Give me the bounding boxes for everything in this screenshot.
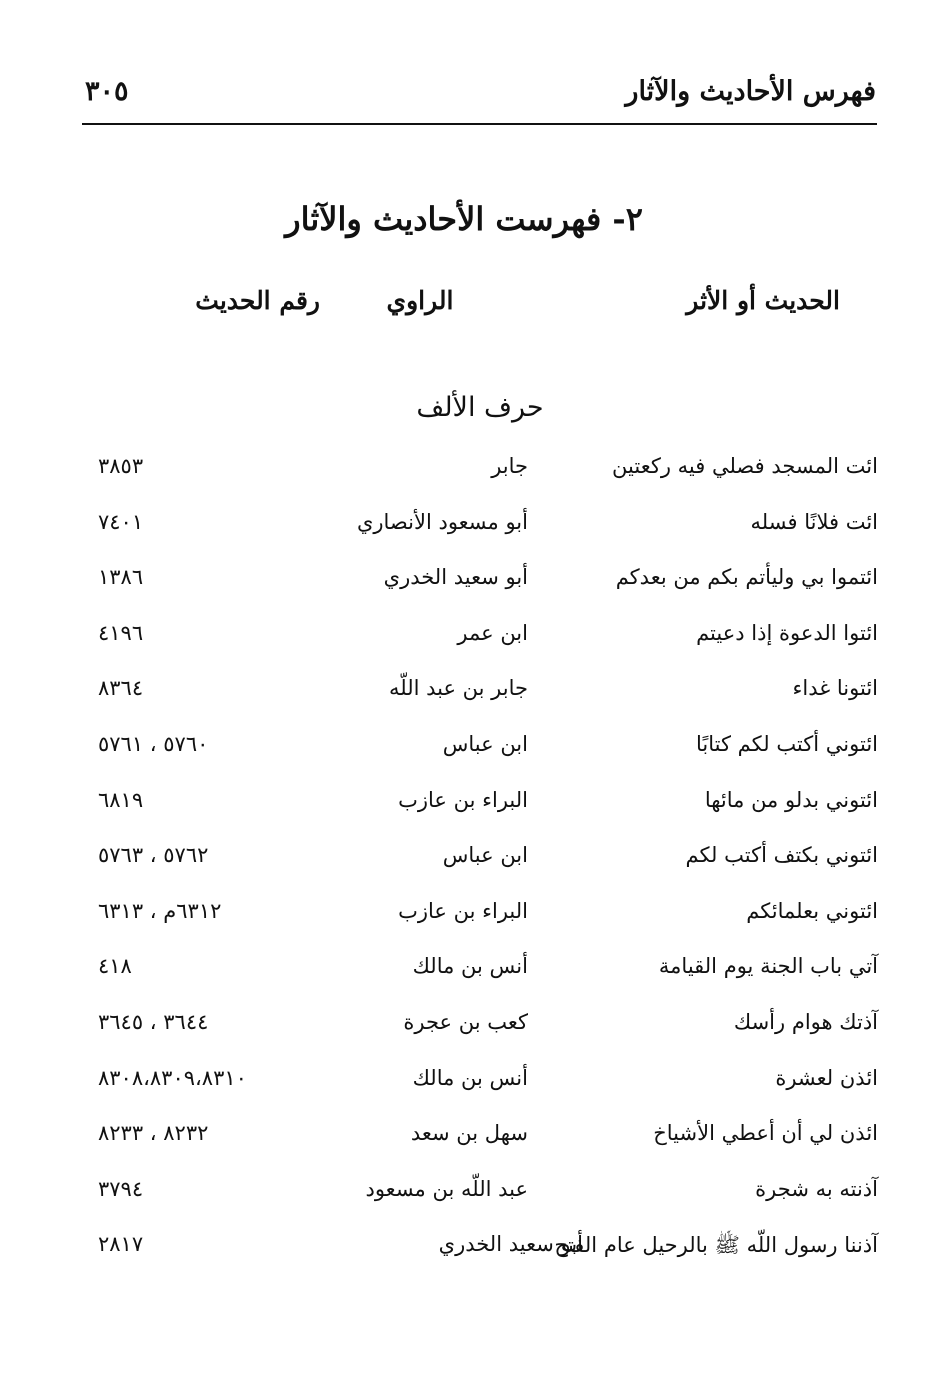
hadith-number: ٥٧٦٠ ، ٥٧٦١	[98, 731, 209, 756]
hadith-number: ٨٣٦٤	[98, 676, 144, 701]
hadith-number: ٥٧٦٢ ، ٥٧٦٣	[98, 843, 209, 868]
narrator-name: كعب بن عجرة	[403, 1009, 528, 1034]
hadith-text: آذنته به شجرة	[755, 1176, 878, 1201]
narrator-name: البراء بن عازب	[398, 898, 528, 923]
hadith-text: آذتك هوام رأسك	[733, 1009, 878, 1034]
index-row	[0, 611, 928, 667]
index-row	[0, 555, 928, 611]
narrator-name: سهل بن سعد	[410, 1121, 528, 1146]
index-row	[0, 1056, 928, 1112]
index-row	[0, 666, 928, 722]
hadith-number: ٤١٩٦	[98, 620, 144, 645]
hadith-text: ائتونا غداء	[792, 676, 878, 701]
column-header-number: رقم الحديث	[195, 286, 320, 315]
hadith-text: ائتوني أكتب لكم كتابًا	[696, 731, 878, 756]
hadith-text: ائت فلانًا فسله	[750, 509, 878, 534]
running-title: فهرس الأحاديث والآثار	[625, 76, 876, 107]
narrator-name: ابن عباس	[442, 731, 528, 756]
index-row	[0, 833, 928, 889]
hadith-number: ٧٤٠١	[98, 509, 144, 534]
narrator-name: أبو مسعود الأنصاري	[356, 509, 528, 534]
index-row	[0, 1222, 928, 1278]
index-row	[0, 444, 928, 500]
hadith-text: ائتموا بي وليأتم بكم من بعدكم	[615, 565, 878, 590]
hadith-text: ائت المسجد فصلي فيه ركعتين	[612, 454, 878, 478]
narrator-name: أنس بن مالك	[412, 1065, 528, 1090]
header-divider	[82, 123, 877, 125]
hadith-text: ائذن لي أن أعطي الأشياخ	[653, 1121, 878, 1146]
index-row	[0, 500, 928, 556]
hadith-text: ائتوني بكتف أكتب لكم	[685, 843, 878, 868]
index-row	[0, 778, 928, 834]
hadith-number: ٤١٨	[98, 954, 132, 979]
hadith-text: ائتوا الدعوة إذا دعيتم	[696, 620, 878, 645]
section-title: ٢- فهرست الأحاديث والآثار	[285, 200, 643, 238]
index-row	[0, 1000, 928, 1056]
narrator-name: جابر بن عبد اللّه	[388, 676, 528, 701]
hadith-text: آتي باب الجنة يوم القيامة	[658, 954, 878, 979]
hadith-number: ٣٧٩٤	[98, 1176, 144, 1201]
hadith-number: ٦٣١٢م ، ٦٣١٣	[98, 898, 222, 923]
hadith-text: ائتوني بعلمائكم	[746, 898, 878, 923]
index-row	[0, 944, 928, 1000]
index-row	[0, 722, 928, 778]
hadith-number: ٣٦٤٤ ، ٣٦٤٥	[98, 1009, 209, 1034]
narrator-name: ابن عمر	[457, 620, 528, 645]
page-number: ٣٠٥	[85, 76, 129, 107]
index-entries	[0, 444, 928, 1278]
narrator-name: أبو سعيد الخدري	[383, 565, 528, 590]
column-header-narrator: الراوي	[386, 286, 454, 315]
hadith-number: ٨٣٠٨،٨٣٠٩،٨٣١٠	[98, 1065, 247, 1090]
letter-heading: حرف الألف	[416, 392, 544, 423]
hadith-text: ائتوني بدلو من مائها	[704, 787, 878, 812]
index-row	[0, 889, 928, 945]
hadith-number: ٨٢٣٢ ، ٨٢٣٣	[98, 1121, 209, 1146]
hadith-number: ٣٨٥٣	[98, 454, 144, 478]
index-row	[0, 1167, 928, 1223]
narrator-name: ابن عباس	[442, 843, 528, 868]
column-header-hadith: الحديث أو الأثر	[686, 286, 840, 315]
hadith-number: ٢٨١٧	[98, 1232, 144, 1257]
hadith-number: ١٣٨٦	[98, 565, 144, 590]
narrator-name: جابر	[491, 454, 528, 478]
narrator-name: عبد اللّه بن مسعود	[365, 1176, 528, 1201]
narrator-name: البراء بن عازب	[398, 787, 528, 812]
hadith-text: ائذن لعشرة	[775, 1065, 878, 1090]
hadith-number: ٦٨١٩	[98, 787, 144, 812]
narrator-name: أبو سعيد الخدري	[438, 1232, 583, 1257]
index-row	[0, 1111, 928, 1167]
narrator-name: أنس بن مالك	[412, 954, 528, 979]
hadith-text: آذننا رسول اللّه ﷺ بالرحيل عام الفتح	[554, 1233, 878, 1258]
